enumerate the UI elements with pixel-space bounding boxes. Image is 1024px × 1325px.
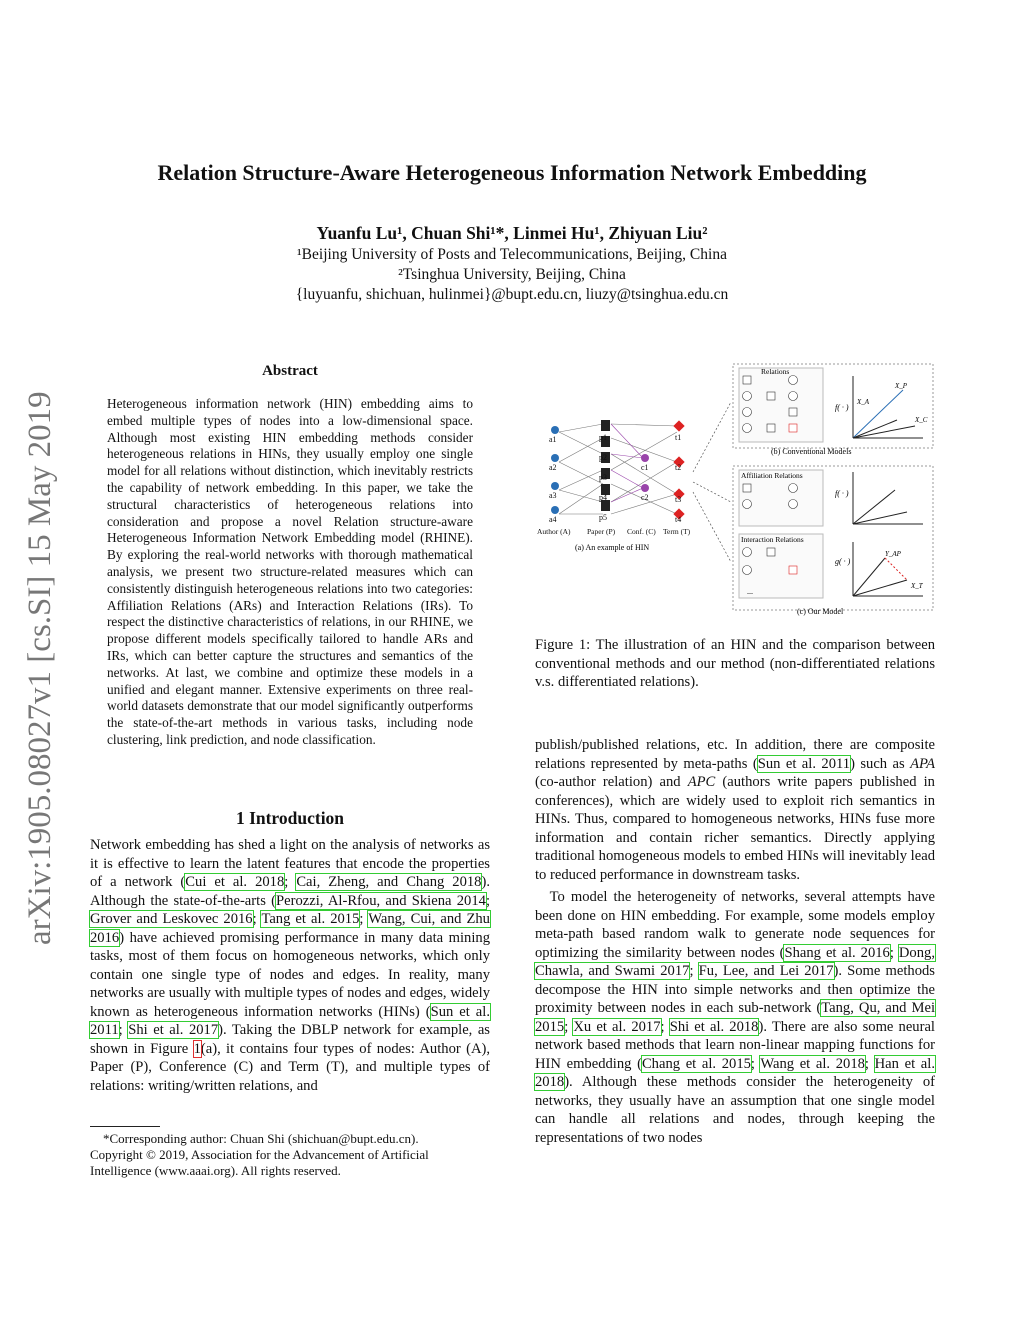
footnote-corresponding: *Corresponding author: Chuan Shi (shichuan@bupt.edu.cn).: [103, 1131, 419, 1146]
text-run: (authors write papers published in conferences), which are widely used to exploit rich semantics in HINs. Thus, compared to homogeneous networks, HINs fuse more information and contain richer semantics. Directly applying traditional homogeneous models to embed HINs will inevitably lead to reduced performance in downstream tasks.: [535, 774, 935, 883]
text-run: ). Taking the DBLP network for example, as shown in Figure: [90, 1022, 490, 1057]
hin-node-label: t1: [675, 433, 682, 442]
paper-node-icon: [601, 420, 610, 431]
hin-node-label: a4: [549, 515, 557, 524]
hin-node-label: c2: [641, 493, 649, 502]
citation-link[interactable]: Grover and Leskovec 2016: [90, 911, 253, 927]
vector-label: X_C: [915, 416, 928, 424]
author-node-icon: [551, 482, 559, 490]
hin-node-label: a1: [549, 435, 557, 444]
citation-link[interactable]: Shang et al. 2016: [784, 944, 890, 961]
figure-1: [535, 362, 935, 617]
citation-link[interactable]: Shi et al. 2017: [128, 1022, 219, 1038]
citation-link[interactable]: Wang, Cui, and Zhu 2016: [90, 911, 490, 946]
paper-title: Relation Structure-Aware Heterogeneous Information Network Embedding: [157, 160, 867, 185]
text-run: ;: [564, 1018, 574, 1035]
our-model-panel: [733, 466, 933, 616]
hin-legend-label: Conf. (C): [627, 527, 656, 536]
figure-ref-link[interactable]: 1: [193, 1040, 201, 1057]
text-run: ;: [118, 1022, 129, 1038]
math-apc: APC: [687, 774, 716, 790]
function-g-label: g( · ): [835, 557, 851, 566]
subcaption-b: (b) Conventional Models: [771, 447, 852, 456]
ellipsis: ...: [747, 587, 753, 596]
section-heading-introduction: 1 Introduction: [235, 808, 345, 828]
body-paragraph: [535, 888, 935, 1147]
citation-link[interactable]: Fu, Lee, and Lei 2017: [698, 963, 834, 979]
text-run: ;: [750, 1055, 761, 1072]
text-run: ;: [660, 1018, 670, 1035]
text-run: publish/published relations, etc. In addition, there are composite relations represented by meta-paths (: [535, 737, 935, 772]
hin-node-label: t2: [675, 463, 682, 472]
author-node-icon: [551, 426, 559, 434]
subcaption-a: (a) An example of HIN: [575, 543, 650, 552]
author-list: Yuanfu Lu¹, Chuan Shi¹*, Linmei Hu¹, Zhiyuan Liu²: [316, 223, 708, 243]
text-run: ;: [252, 911, 262, 927]
hin-node-label: t4: [675, 515, 682, 524]
math-apa: APA: [910, 755, 935, 772]
text-run: Network embedding has shed a light on the analysis of networks as it is effective to learn the latent features that encode the properties of a network (: [90, 837, 490, 890]
vector-label: Y_AP: [885, 550, 901, 558]
right-column-body: [535, 736, 935, 1147]
arxiv-id: arXiv:1905.08027v1 [cs.SI] 15 May 2019: [22, 391, 58, 945]
citation-link[interactable]: Tang et al. 2015: [261, 911, 360, 927]
text-run: ;: [889, 944, 899, 961]
hin-node-label: p3: [599, 473, 607, 482]
arxiv-sidebar: [8, 350, 64, 950]
citation-link[interactable]: Shi et al. 2018: [669, 1018, 759, 1035]
hin-legend-label: Term (T): [663, 527, 691, 536]
hin-example-panel: [537, 402, 731, 562]
text-run: (a), it contains four types of nodes: Author (A), Paper (P), Conference (C) and Term (T), and multiple types of relations: writing/written relations, and: [90, 1040, 490, 1094]
text-run: ). Some methods decompose the HIN into simple networks and then optimize the proximity between nodes in each sub-network (: [535, 963, 935, 1016]
affiliation-relations-label: Affiliation Relations: [741, 471, 803, 480]
hin-node-label: c1: [641, 463, 649, 472]
citation-link[interactable]: Sun et al. 2011: [757, 755, 851, 772]
hin-legend-label: Author (A): [537, 527, 571, 536]
text-run: ;: [864, 1055, 875, 1072]
hin-node-label: a2: [549, 463, 557, 472]
hin-node-label: p1: [599, 433, 607, 442]
vector-label: X_P: [895, 382, 908, 390]
author-emails: {luyuanfu, shichuan, hulinmei}@bupt.edu.cn, liuzy@tsinghua.edu.cn: [295, 286, 729, 303]
interaction-relations-label: Interaction Relations: [741, 535, 804, 544]
author-node-icon: [551, 506, 559, 514]
hin-node-label: p4: [599, 493, 607, 502]
abstract-text: Heterogeneous information network (HIN) embedding aims to embed multiple types of nodes into a low-dimensional space. Although most existing HIN embedding methods consider heterogeneous relations in HINs, they usually employ one single model for all relations without distinction, which inevitably restricts the capability of network embedding. In this paper, we take the structural characteristics of heterogeneous relations into consideration and propose a novel Relation structure-aware Heterogeneous Information Network Embedding model (RHINE). By exploring the real-world networks with thorough mathematical analysis, we present two structure-related measures which can consistently distinguish heterogeneous relations into two categories: Affiliation Relations (ARs) and Interaction Relations (IRs). To respect the distinctive characteristics of relations, in our RHINE, we propose different models specifically tailored to handle ARs and IRs, which can better capture the structures and semantics of the networks. At last, we combine and optimize these models in a unified and elegant manner. Extensive experiments on three real-world datasets demonstrate that our model significantly outperforms the state-of-the-art methods in various tasks, including node clustering, link prediction, and node classification.: [107, 396, 473, 747]
citation-link[interactable]: Tang, Qu, and Mei 2015: [535, 1000, 936, 1035]
figure-caption: Figure 1: The illustration of an HIN and the comparison between conventional methods and our method (non-differentiated relations v.s. differentiated relations).: [535, 637, 935, 690]
relations-label: Relations: [761, 367, 790, 376]
footnote: [90, 1131, 490, 1179]
body-paragraph: [535, 736, 935, 884]
subcaption-c: (c) Our Model: [797, 607, 844, 616]
term-node-icon: [673, 420, 684, 431]
text-run: ;: [485, 892, 490, 909]
vector-label: X_A: [857, 398, 870, 406]
text-run: ;: [359, 911, 369, 927]
citation-link[interactable]: Xu et al. 2017: [573, 1018, 661, 1035]
text-run: ;: [689, 963, 699, 979]
hin-node-label: a3: [549, 491, 557, 500]
conventional-models-panel: [733, 364, 933, 456]
text-run: ). There are also some neural network based methods that learn non-linear mapping functions for HIN embedding (: [535, 1018, 935, 1072]
abstract-heading: Abstract: [262, 363, 318, 379]
text-run: ). Although these methods consider the heterogeneity of networks, they usually have an assumption that one single model can handle all relations and nodes, through keeping the representations of two nodes: [535, 1074, 935, 1146]
footnote-copyright: Copyright © 2019, Association for the Advancement of Artificial Intelligence (www.aaai.org). All rights reserved.: [90, 1147, 429, 1178]
citation-link[interactable]: Han et al. 2018: [535, 1055, 935, 1090]
hin-node-label: p2: [599, 453, 607, 462]
footnote-rule: [90, 1126, 160, 1127]
citation-link[interactable]: Wang et al. 2018: [760, 1055, 865, 1072]
hin-node-label: t3: [675, 495, 682, 504]
vector-label: X_T: [911, 582, 923, 590]
intro-paragraph: [90, 836, 490, 1095]
text-run: (co-author relation) and: [535, 774, 688, 790]
text-run: To model the heterogeneity of networks, several attempts have been done on HIN embedding. For example, some models employ meta-path based random walk to generate node sequences for optimizing the similarity between nodes (: [535, 889, 935, 961]
author-node-icon: [551, 454, 559, 462]
function-f-label: f( · ): [835, 403, 849, 412]
citation-link[interactable]: Chang et al. 2015: [641, 1055, 751, 1072]
function-f-label-2: f( · ): [835, 489, 849, 498]
text-run: ). Although the state-of-the-arts (: [90, 874, 490, 909]
citation-link[interactable]: Dong, Chawla, and Swami 2017: [535, 944, 935, 979]
hin-node-label: p5: [599, 513, 607, 522]
conference-node-icon: [641, 454, 649, 462]
citation-link[interactable]: Cai, Zheng, and Chang 2018: [296, 874, 482, 890]
affiliation-1: ¹Beijing University of Posts and Telecommunications, Beijing, China: [297, 246, 727, 263]
text-run: ;: [284, 874, 297, 890]
text-run: ) such as: [850, 755, 911, 772]
conference-node-icon: [641, 484, 649, 492]
citation-link[interactable]: Cui et al. 2018: [185, 874, 285, 890]
hin-legend-label: Paper (P): [587, 527, 616, 536]
introduction-body: [90, 836, 490, 1095]
affiliation-2: ²Tsinghua University, Beijing, China: [398, 266, 626, 283]
citation-link[interactable]: Sun et al. 2011: [90, 1003, 490, 1038]
citation-link[interactable]: Perozzi, Al-Rfou, and Skiena 2014: [276, 892, 486, 909]
text-run: ) have achieved promising performance in many data mining tasks, most of them focus on homogeneous networks, which only contain one single type of nodes and edges. In reality, many networks are usually with multiple types of nodes and edges, widely known as heterogeneous information networks (HINs) (: [90, 929, 490, 1020]
